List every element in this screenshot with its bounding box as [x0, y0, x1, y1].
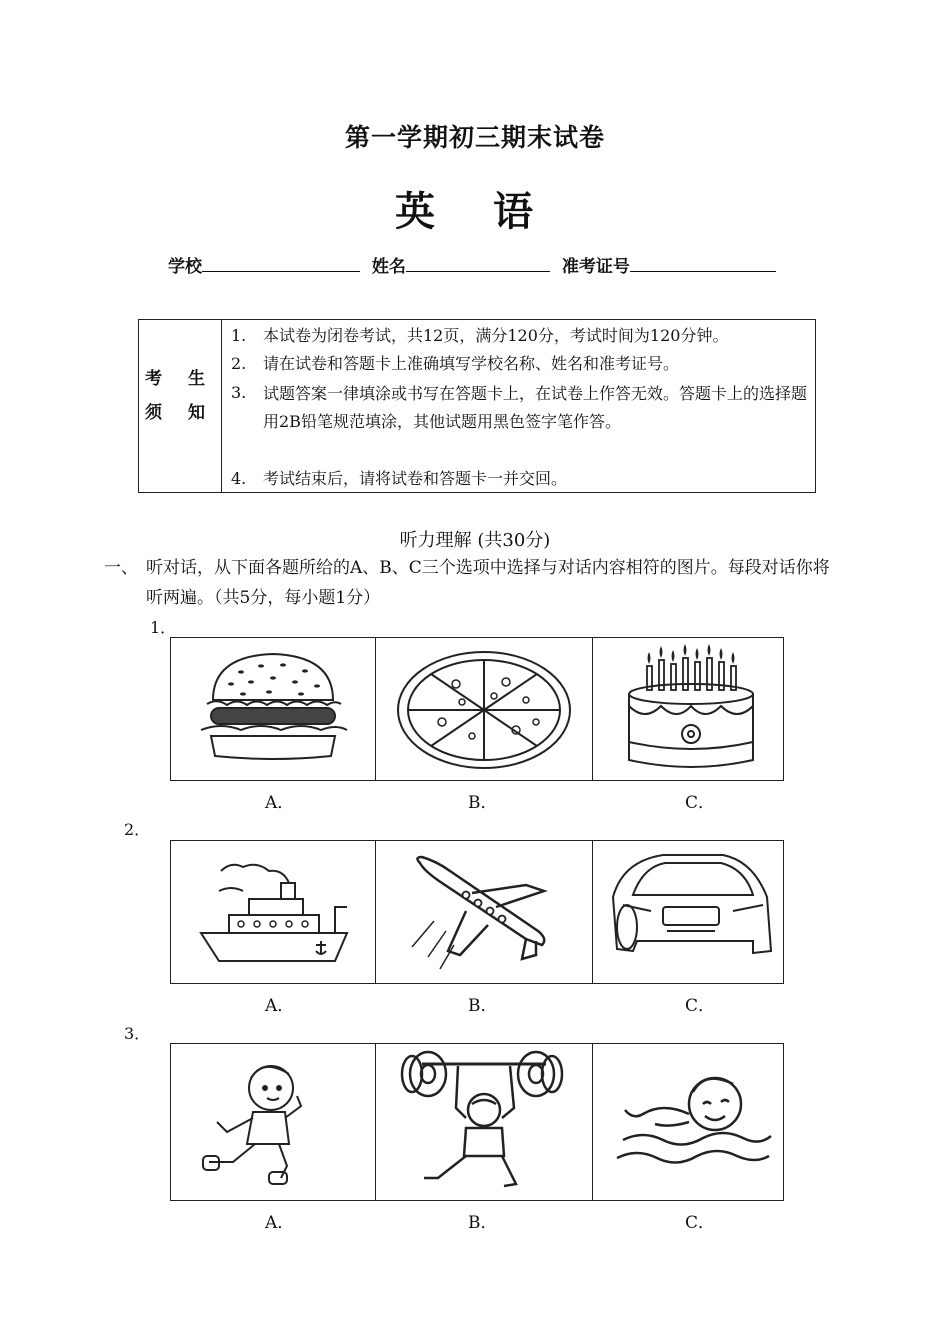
name-label: 姓名: [371, 257, 406, 277]
option-b-cell[interactable]: [376, 841, 593, 1016]
option-a-cell[interactable]: [171, 841, 376, 1016]
question-number: 3．: [124, 1024, 151, 1043]
option-b-label[interactable]: B．: [468, 996, 498, 1016]
option-c-label[interactable]: C．: [685, 996, 716, 1016]
part-number: 一、: [104, 558, 138, 578]
option-a-label[interactable]: A．: [265, 1213, 295, 1233]
question-3-image-row: [170, 1043, 784, 1233]
notice-rule: 4. 考试结束后，请将试卷和答题卡一并交回。: [231, 469, 568, 488]
notice-rule: 3. 试题答案一律填涂或书写在答题卡上，在试卷上作答无效。答题卡上的选择题用2B铅笔规范填涂，其他试题用黑色签字笔作答。: [231, 383, 808, 431]
option-b-label[interactable]: B．: [468, 1213, 498, 1233]
option-a-label[interactable]: A．: [265, 793, 295, 813]
exam-notice-box: [138, 319, 816, 493]
exam-number-label: 准考证号: [561, 257, 630, 277]
swimmer-icon: [593, 1044, 783, 1200]
running-boy-icon: [171, 1044, 375, 1200]
school-blank[interactable]: [202, 255, 360, 272]
pizza-icon: [376, 638, 592, 780]
name-blank[interactable]: [406, 255, 550, 272]
option-b-cell[interactable]: [376, 638, 593, 813]
question-number: 2．: [124, 820, 151, 839]
question-1-image-row: [170, 637, 784, 813]
option-c-label[interactable]: C．: [685, 793, 716, 813]
option-c-label[interactable]: C．: [685, 1213, 716, 1233]
option-c-cell[interactable]: [593, 841, 783, 1016]
question-number: 1．: [150, 618, 177, 637]
notice-label-line2: 须 知: [145, 403, 215, 423]
school-label: 学校: [168, 257, 202, 277]
student-info-line: [168, 252, 782, 277]
exam-title: 第一学期初三期末试卷: [344, 123, 605, 152]
option-a-cell[interactable]: [171, 1044, 376, 1233]
notice-label-line1: 考 生: [145, 369, 215, 389]
option-a-label[interactable]: A．: [265, 996, 295, 1016]
car-icon: [593, 841, 783, 983]
section-title: 听力理解 (共30分): [399, 530, 551, 551]
notice-header: [139, 320, 222, 492]
exam-number-blank[interactable]: [630, 255, 776, 272]
hamburger-icon: [171, 638, 375, 780]
option-c-cell[interactable]: [593, 638, 783, 813]
airplane-icon: [376, 841, 592, 983]
subject-title: 英 语: [395, 188, 555, 235]
notice-rule: 2. 请在试卷和答题卡上准确填写学校名称、姓名和准考证号。: [231, 354, 680, 373]
option-a-cell[interactable]: [171, 638, 376, 813]
option-b-cell[interactable]: [376, 1044, 593, 1233]
ship-icon: [171, 841, 375, 983]
weightlifter-icon: [376, 1044, 592, 1200]
question-2-image-row: [170, 840, 784, 1016]
notice-rule: 1. 本试卷为闭卷考试，共12页，满分120分，考试时间为120分钟。: [231, 326, 729, 345]
birthday-cake-icon: [593, 638, 783, 780]
instruction-text: 听对话，从下面各题所给的A、B、C三个选项中选择与对话内容相符的图片。每段对话你将听两遍。（共5分，每小题1分）: [146, 558, 830, 608]
option-c-cell[interactable]: [593, 1044, 783, 1233]
option-b-label[interactable]: B．: [468, 793, 498, 813]
